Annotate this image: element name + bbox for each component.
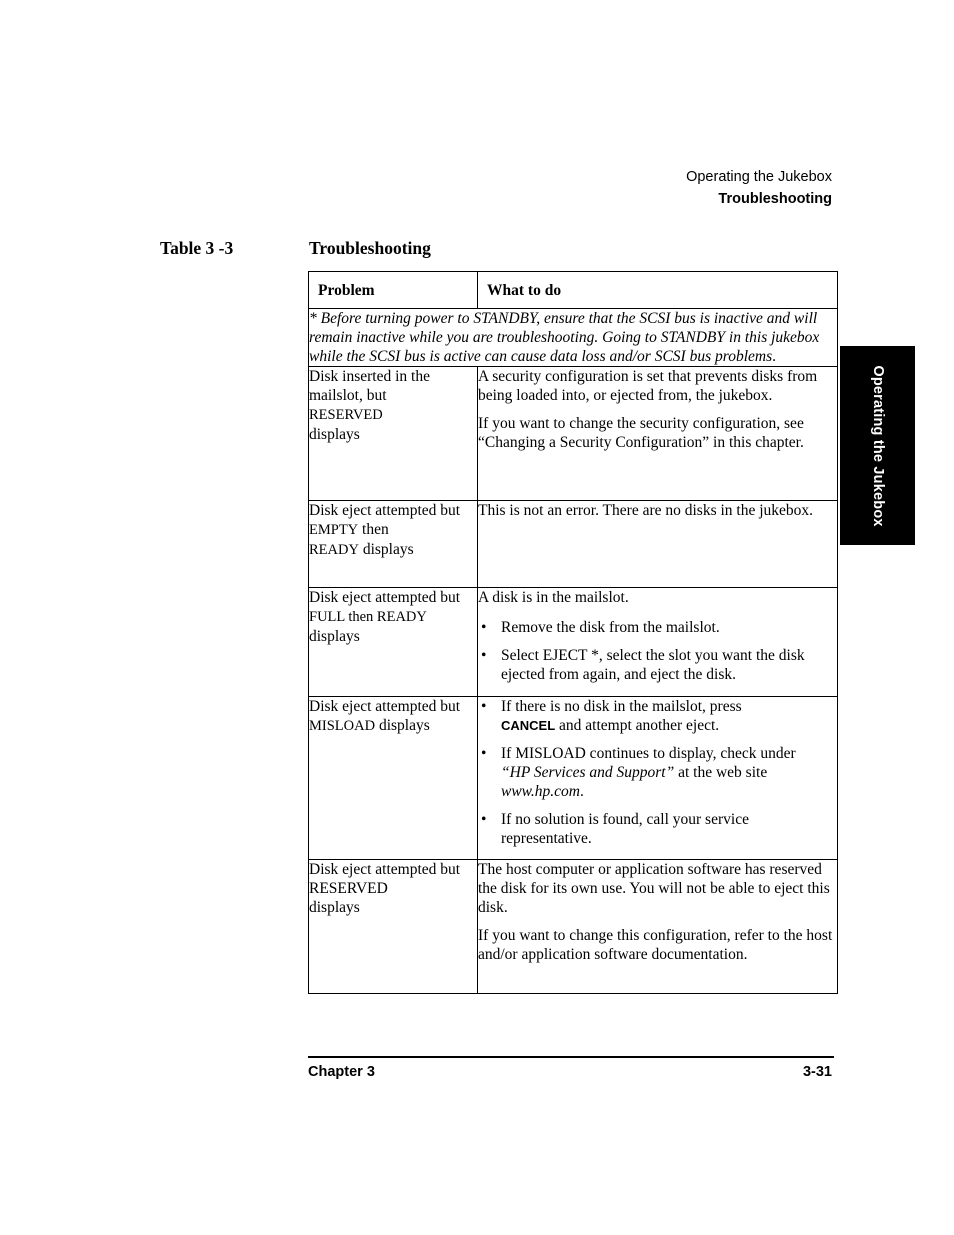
solution-paragraph: The host computer or application software has reserved the disk for its own use. You will not be able to eject this disk. [478, 861, 830, 916]
table-note-row [309, 309, 838, 367]
running-header [686, 166, 832, 210]
solution-paragraph: This is not an error. There are no disks in the jukebox. [478, 502, 814, 519]
table-row [309, 501, 838, 588]
bullet-text: If there is no disk in the mailslot, press [501, 698, 742, 715]
bullet-text: and attempt another eject. [559, 717, 720, 734]
chapter-side-tab [840, 346, 915, 545]
display-code: READY [309, 542, 359, 558]
problem-text: then [362, 521, 389, 538]
problem-text-end: displays [309, 426, 360, 443]
problem-text: Disk inserted in the mailslot, but [309, 368, 430, 404]
footer-page-number: 3-31 [802, 1064, 832, 1080]
table-row [309, 860, 838, 994]
bullet-text-end: . [579, 783, 584, 800]
header-subsection: Troubleshooting [718, 191, 832, 207]
solution-cell [478, 860, 838, 994]
table-title: Troubleshooting [309, 238, 431, 258]
solution-cell [478, 588, 838, 697]
problem-cell [309, 697, 478, 860]
solution-cell [478, 501, 838, 588]
problem-text-end: displays [362, 541, 414, 558]
list-item: • Remove the disk from the mailslot. [478, 618, 837, 637]
footer-rule [308, 1056, 834, 1058]
note-end: . [772, 348, 776, 365]
standby-note [309, 309, 838, 367]
table-header-row [309, 272, 838, 309]
side-tab-label: Operating the Jukebox [869, 364, 886, 527]
table-row [309, 697, 838, 860]
list-item: • If no solution is found, call your service representative. [478, 810, 837, 848]
problem-cell [309, 860, 478, 994]
web-address: www.hp.com [501, 783, 580, 800]
list-item [478, 697, 837, 735]
problem-text-end: displays [378, 717, 430, 734]
display-code: RESERVED [309, 407, 383, 423]
list-item [478, 744, 837, 801]
list-item: • Select EJECT *, select the slot you want the disk ejected from again, and eject the disk. [478, 646, 837, 684]
problem-text-end: displays [309, 628, 360, 645]
solution-bullet-list [478, 697, 837, 848]
solution-bullet-list [478, 618, 837, 684]
note-text: * Before turning power to STANDBY, ensure that the SCSI bus is inactive and will remain inactive while you are troubleshooting. Going to STANDBY in this jukebox while the SCSI bus is active can cause data loss and/or SCSI bus problems [309, 310, 820, 365]
column-header-problem: Problem [309, 272, 478, 309]
bullet-text: If MISLOAD continues to display, check under [501, 745, 796, 762]
solution-cell [478, 697, 838, 860]
problem-cell [309, 501, 478, 588]
table-row [309, 588, 838, 697]
footer-chapter: Chapter 3 [308, 1064, 375, 1080]
table-row [309, 367, 838, 501]
problem-text: Disk eject attempted but [309, 589, 461, 606]
header-section: Operating the Jukebox [686, 169, 832, 185]
display-code: EMPTY [309, 522, 359, 538]
solution-paragraph: If you want to change the security configuration, see “Changing a Security Configuration” in this chapter. [478, 415, 804, 451]
table-number: Table 3 -3 [160, 238, 234, 258]
reference-title: “HP Services and Support” [501, 764, 675, 781]
cancel-key-label: CANCEL [501, 718, 556, 733]
solution-cell [478, 367, 838, 501]
display-code: MISLOAD [309, 718, 376, 734]
problem-cell [309, 367, 478, 501]
problem-text: Disk eject attempted but [309, 698, 461, 715]
problem-text: Disk eject attempted but [309, 502, 461, 519]
problem-text: Disk eject attempted but [309, 861, 461, 878]
bullet-text: at the web site [678, 764, 768, 781]
solution-paragraph: If you want to change this configuration, refer to the host and/or application software documentation. [478, 927, 833, 963]
problem-text-end: displays [309, 899, 360, 916]
solution-paragraph: A disk is in the mailslot. [478, 589, 629, 606]
display-code: FULL then READY [309, 609, 427, 625]
column-header-what-to-do: What to do [478, 272, 838, 309]
display-code: RESERVED [309, 880, 388, 897]
solution-paragraph: A security configuration is set that prevents disks from being loaded into, or ejected from, the jukebox. [478, 368, 818, 404]
troubleshooting-table [308, 271, 838, 994]
problem-cell [309, 588, 478, 697]
